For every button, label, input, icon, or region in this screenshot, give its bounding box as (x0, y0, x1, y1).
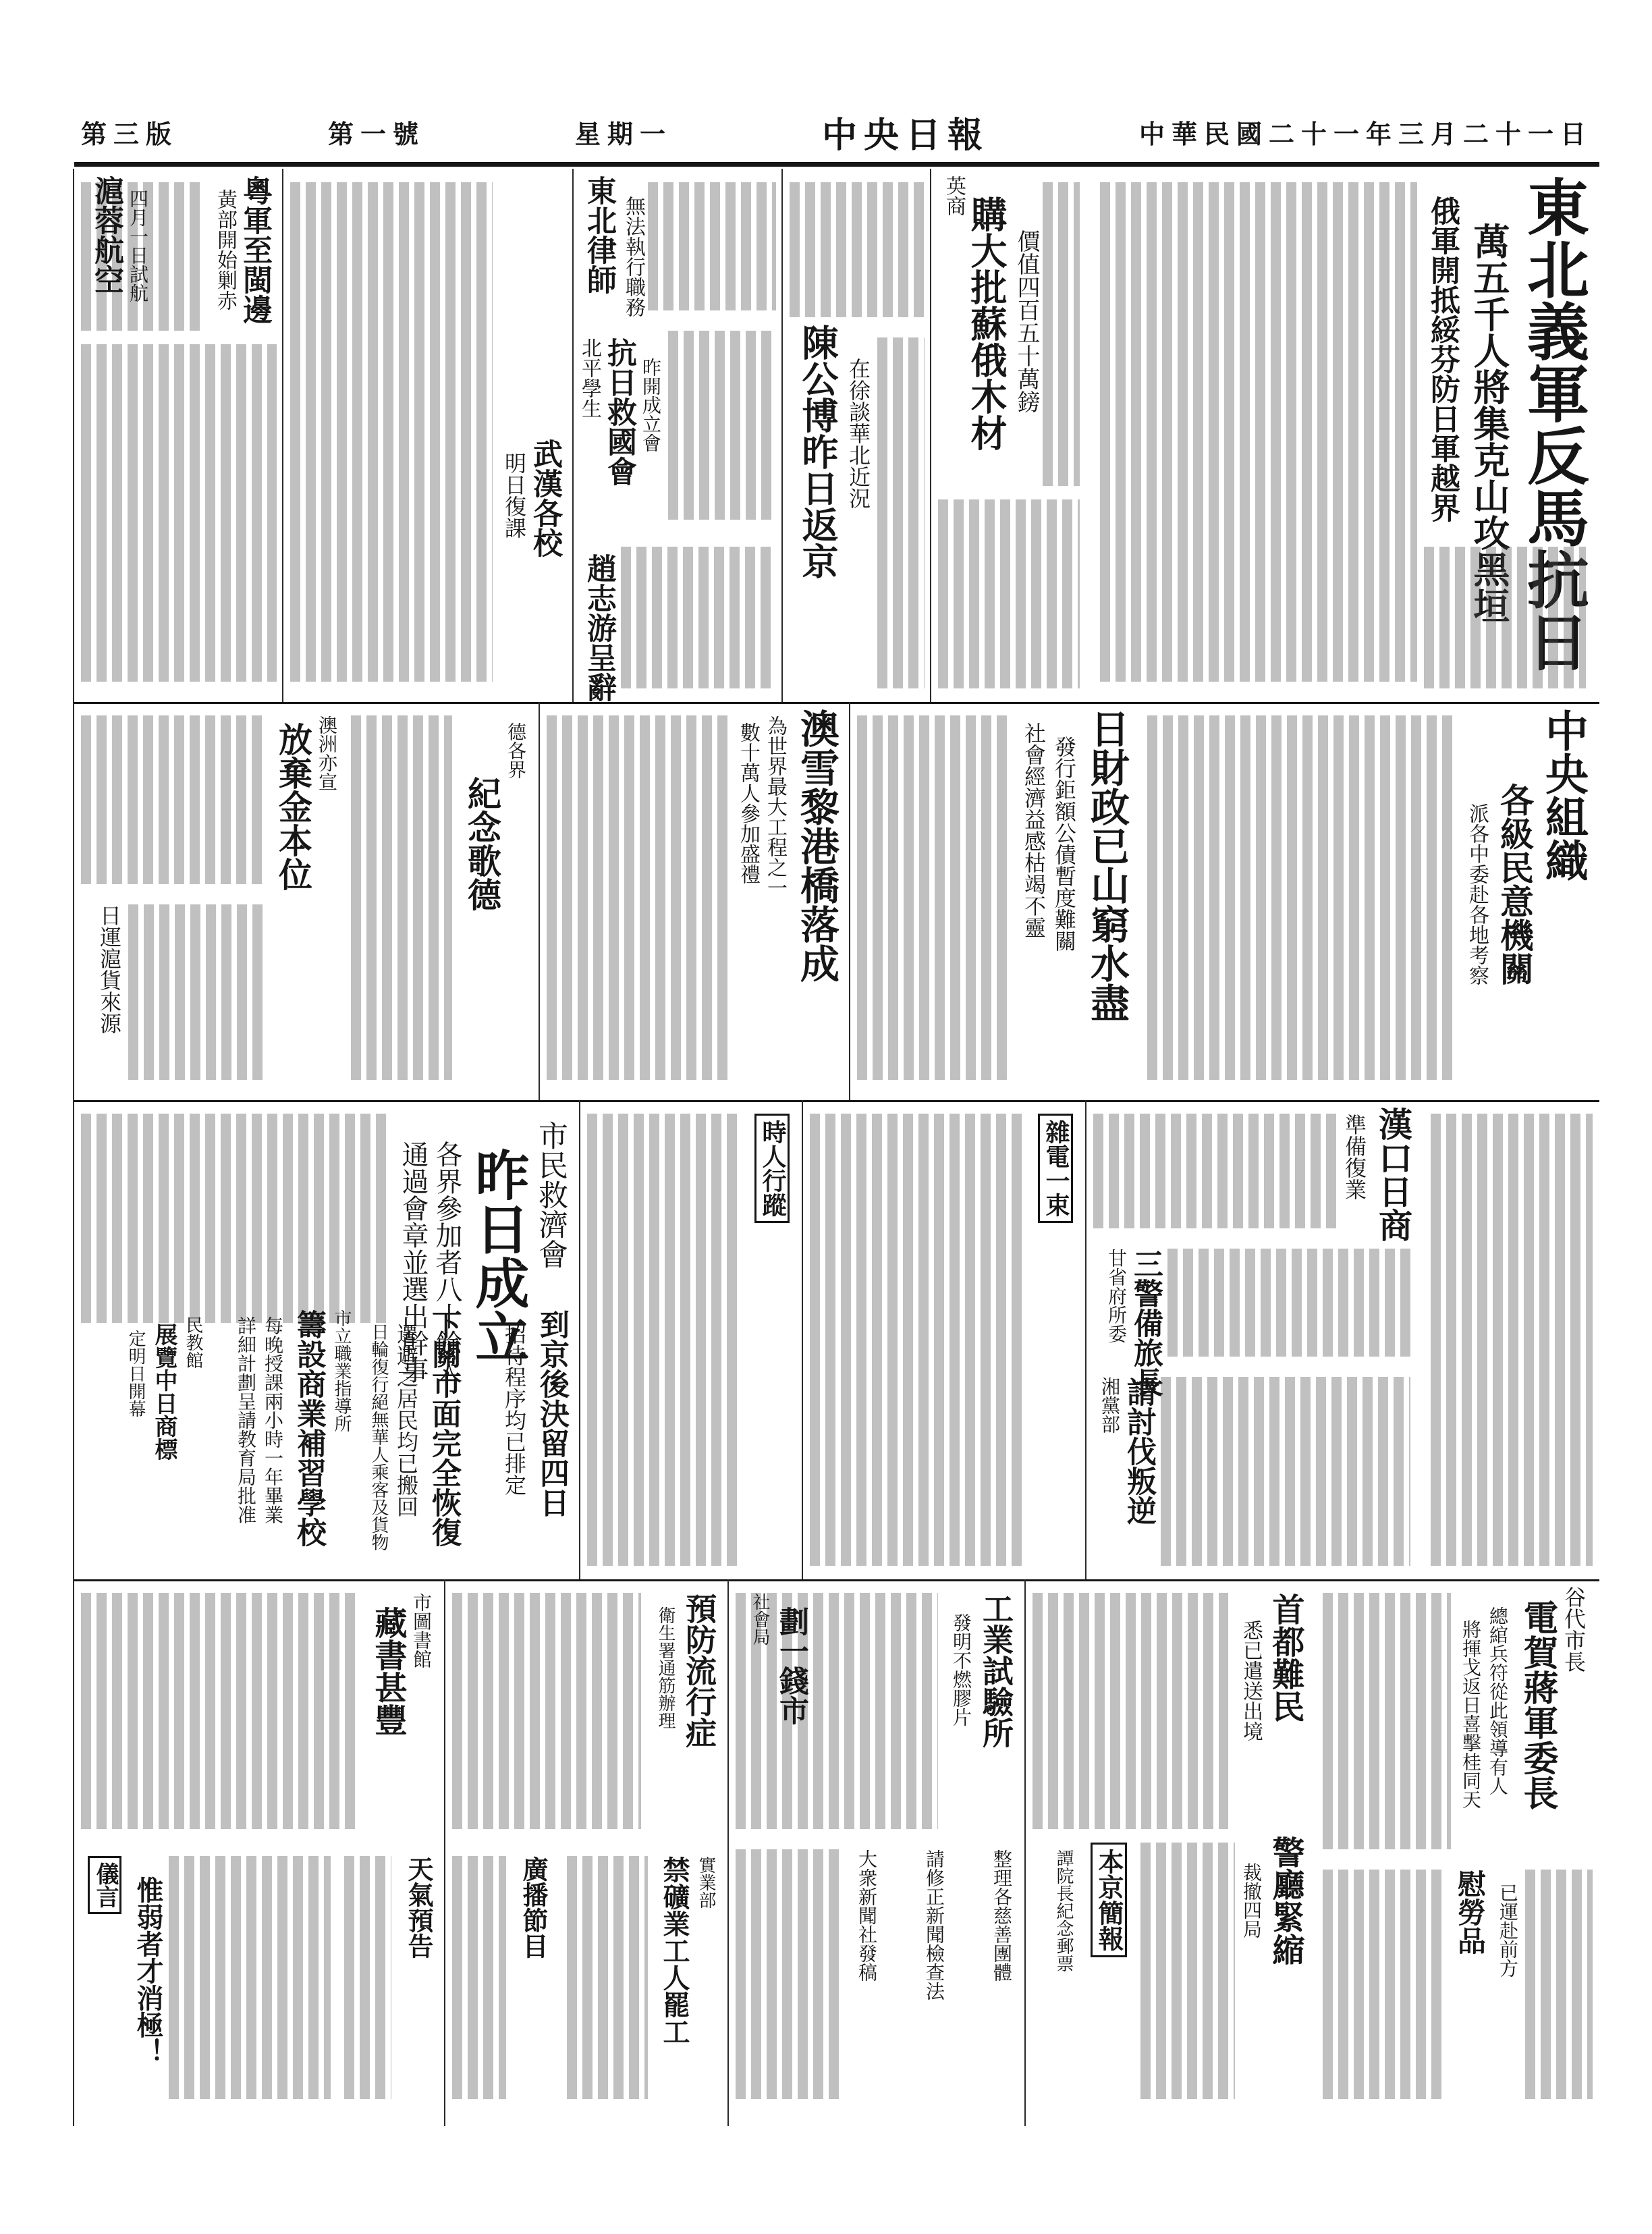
japan-body (857, 715, 1012, 1080)
relief-body (81, 1114, 391, 1323)
students-subheadline: 抗日救國會 (602, 337, 636, 486)
epidemic-tag: 衛生署通筋辦理 (655, 1606, 676, 1729)
lead-subheadline: 萬五千人將集克山攻黑垣 (1468, 223, 1511, 624)
students-body (668, 331, 776, 520)
col-soviet (930, 169, 1086, 702)
exhibit-headline: 展覽中日商標 (150, 1323, 177, 1461)
lawyers-headline: 東北律師 (582, 175, 616, 294)
japan-headline: 日財政已山窮水盡 (1084, 709, 1130, 1022)
relief-subheadline: 各界參加者八十餘人 (431, 1141, 462, 1384)
col-goldstd (73, 702, 540, 1100)
chen-body-2 (877, 337, 925, 688)
wj-headline: 慰勞品 (1454, 1870, 1487, 1955)
col-macao (539, 702, 850, 1100)
band-bottom (74, 1579, 1599, 2126)
masthead-weekday: 星期一 (574, 118, 672, 149)
goldstd-body (81, 715, 263, 884)
local-box: 本京簡報 (1091, 1843, 1127, 1957)
students-subheadline-2: 昨開成立會 (640, 358, 662, 452)
macao-subheadline-2: 數十萬人參加盛禮 (736, 722, 760, 884)
chen-headline: 陳公博昨日返京 (796, 324, 839, 579)
col-japan-finance (849, 702, 1140, 1100)
org-body (1147, 715, 1458, 1080)
chen-subheadline: 在徐談華北近況 (846, 358, 871, 509)
col-wuhan (282, 169, 574, 702)
wuhan-subheadline: 明日復課 (501, 452, 527, 539)
soviet-subheadline: 價值四百五十萬鎊 (1013, 229, 1040, 413)
xiaguan-subheadline: 遷避之居民均已搬回 (393, 1323, 419, 1517)
police-headline: 警廳緊縮 (1267, 1836, 1304, 1965)
org-subheadline-2: 派各中委赴各地考察 (1465, 803, 1489, 985)
lead-body (1100, 182, 1417, 682)
local-item-1: 譚院長紀念郵票 (1053, 1849, 1074, 1972)
song-body (351, 715, 452, 1080)
students-headline: 北平學生 (578, 337, 601, 418)
relief-subheadline-2: 通過會章並選出幹事 (397, 1141, 429, 1384)
aviation-body (81, 344, 277, 682)
col-gu (1316, 1579, 1599, 2126)
col-lawyers (572, 169, 783, 702)
zhao-body (621, 547, 776, 688)
japan-trade-headline: 日運滬貨來源 (97, 904, 122, 1034)
col-people (579, 1100, 803, 1579)
org-headline: 中央組織 (1538, 709, 1589, 881)
col-guangdong (73, 169, 283, 702)
wj-subheadline: 已運赴前方 (1497, 1883, 1519, 1978)
people-body (587, 1114, 742, 1566)
col-refugee (1024, 1579, 1316, 2126)
guangdong-headline: 粵軍至閩邊 (238, 175, 272, 324)
col-misc (802, 1100, 1086, 1579)
col-chen (781, 169, 931, 702)
epidemic-body (452, 1593, 641, 1829)
hankou-headline: 漢口日商 (1373, 1107, 1413, 1242)
goldstd-headline: 放棄金本位 (273, 722, 313, 891)
masthead-date: 中華民國二十一年三月二十一日 (1138, 118, 1593, 149)
col-hankou (1085, 1100, 1424, 1579)
people-label: 時人行蹤 (754, 1114, 790, 1223)
wj-body (1323, 1870, 1444, 2099)
gu-headline: 電賀蔣軍委長 (1517, 1600, 1558, 1810)
xiaguan-headline: 下關市面完全恢復 (426, 1309, 461, 1547)
coin-headline: 劃一錢市 (774, 1606, 808, 1725)
macao-body (547, 715, 729, 1080)
macao-subheadline: 為世界最大工程之一 (763, 715, 787, 898)
hunan-headline: 請討伐叛逆 (1122, 1377, 1156, 1525)
industry-headline: 工業試驗所 (978, 1593, 1014, 1748)
gu-body (1323, 1593, 1451, 1849)
band-third-lower (74, 1303, 580, 1581)
masthead-issue: 第一號 (327, 118, 425, 149)
guangdong-subheadline: 黃部開始剿赤 (213, 189, 237, 310)
police-subheadline: 裁撤四局 (1240, 1863, 1263, 1938)
library-body (81, 1593, 358, 1829)
radio-headline: 廣播節目 (518, 1856, 549, 1959)
soviet-tag: 英商 (942, 175, 966, 216)
masthead-rule (74, 162, 1599, 167)
zhao-headline: 趙志游呈辭 (582, 553, 616, 702)
japan-trade-body (128, 904, 263, 1080)
school-tag: 市立職業指導所 (331, 1309, 352, 1432)
wj-body-2 (1525, 1870, 1593, 2099)
local-item-4: 大衆新聞社發稿 (856, 1849, 878, 1982)
relief-main: 昨日成立 (466, 1147, 530, 1363)
ban-body (567, 1856, 648, 2099)
aviation-headline: 滬蓉航空 (89, 175, 123, 294)
gu-tag: 谷代市長 (1561, 1586, 1587, 1672)
brigade-body (1167, 1249, 1410, 1357)
japan-subheadline-2: 社會經濟益感枯竭不靈 (1021, 722, 1047, 938)
b3-right-body (1431, 1114, 1593, 1566)
lawyers-subheadline: 無法執行職務 (622, 196, 645, 317)
lead-headline: 東北義軍反馬抗日 (1517, 175, 1590, 672)
essay-headline: 惟弱者才消極！ (132, 1876, 164, 2065)
brigade-headline: 三警備旅長 (1128, 1249, 1163, 1397)
essay-box: 儀言 (88, 1856, 121, 1914)
league-subheadline: 到京後決留四日 (534, 1309, 569, 1517)
lawyers-body (648, 182, 776, 310)
library-tag: 市圖書館 (410, 1593, 433, 1668)
ban-tag: 實業部 (696, 1856, 716, 1909)
industry-subheadline: 發明不燃膠片 (950, 1613, 972, 1726)
col-epidemic (444, 1579, 729, 2126)
song-tag: 德各界 (505, 722, 527, 779)
school-subheadline-2: 詳細計劃呈請教育局批准 (235, 1316, 257, 1524)
local-body (736, 1849, 844, 2099)
band-top (74, 169, 1599, 704)
coin-tag: 社會局 (750, 1593, 770, 1645)
wuhan-headline: 武漢各校 (528, 439, 562, 557)
lead-body-2 (1424, 547, 1586, 688)
japan-subheadline: 發行鉅額公債暫度難關 (1051, 736, 1077, 952)
hunan-tag: 湘黨部 (1099, 1377, 1121, 1434)
local-item-2: 整理各慈善團體 (991, 1849, 1013, 1982)
masthead-page: 第三版 (81, 118, 179, 149)
epidemic-headline: 預防流行症 (681, 1593, 717, 1748)
misc-label: 雜電一束 (1038, 1114, 1073, 1223)
weather-body (344, 1856, 391, 2099)
local-item-3: 請修正新聞檢查法 (923, 1849, 945, 2000)
hankou-body (1093, 1114, 1336, 1228)
league-subheadline-2: 招待程序均已排定 (501, 1323, 527, 1496)
radio-body (452, 1856, 506, 2099)
macao-headline: 澳雪黎港橋落成 (794, 709, 839, 983)
col-industry (727, 1579, 1026, 2126)
masthead (81, 108, 1593, 155)
org-subheadline: 各級民意機關 (1495, 783, 1535, 985)
soviet-body (1043, 182, 1080, 486)
second-headline: 俄軍開抵綏芬防日軍越界 (1425, 196, 1460, 522)
ban-headline: 禁礦業工人罷工 (659, 1856, 690, 2045)
school-subheadline: 每晚授課兩小時一年畢業 (262, 1316, 284, 1524)
exhibit-subheadline: 定明日開幕 (126, 1330, 146, 1417)
hankou-subheadline: 準備復業 (1342, 1114, 1367, 1200)
exhibit-tag: 民教館 (183, 1316, 203, 1369)
gu-subheadline-2: 將揮戈返日喜擊桂同天 (1460, 1620, 1482, 1809)
essay-body (169, 1856, 331, 2099)
refugee-subheadline: 悉已遣送出境 (1239, 1620, 1263, 1741)
gu-subheadline: 總綰兵符從此領導有人 (1487, 1606, 1509, 1795)
wuhan-body (290, 182, 493, 682)
weather-headline: 天氣預告 (404, 1856, 434, 1959)
refugee-headline: 首都難民 (1267, 1593, 1304, 1722)
refugee-body (1032, 1593, 1228, 1829)
misc-body (810, 1114, 1026, 1566)
library-headline: 藏書甚豐 (369, 1606, 407, 1736)
hunan-body (1161, 1377, 1410, 1566)
masthead-paper: 中央日報 (821, 114, 989, 156)
band-second (74, 702, 1599, 1102)
brigade-tag: 甘省府所委 (1105, 1249, 1128, 1343)
xiaguan-subheadline-2: 日輪復行絕無華人乘客及貨物 (368, 1323, 389, 1551)
police-body (1140, 1843, 1235, 2099)
song-headline: 紀念歌德 (462, 776, 502, 911)
goldstd-tag: 澳洲亦宣 (316, 715, 338, 791)
soviet-body-2 (938, 499, 1080, 688)
school-headline: 籌設商業補習學校 (292, 1309, 326, 1547)
soviet-headline: 購大批蘇俄木材 (965, 196, 1008, 451)
aviation-subheadline: 四月一日試航 (127, 189, 149, 302)
col-library (73, 1579, 445, 2126)
relief-headline: 市民救濟會 (533, 1120, 568, 1269)
chen-body (790, 182, 925, 317)
